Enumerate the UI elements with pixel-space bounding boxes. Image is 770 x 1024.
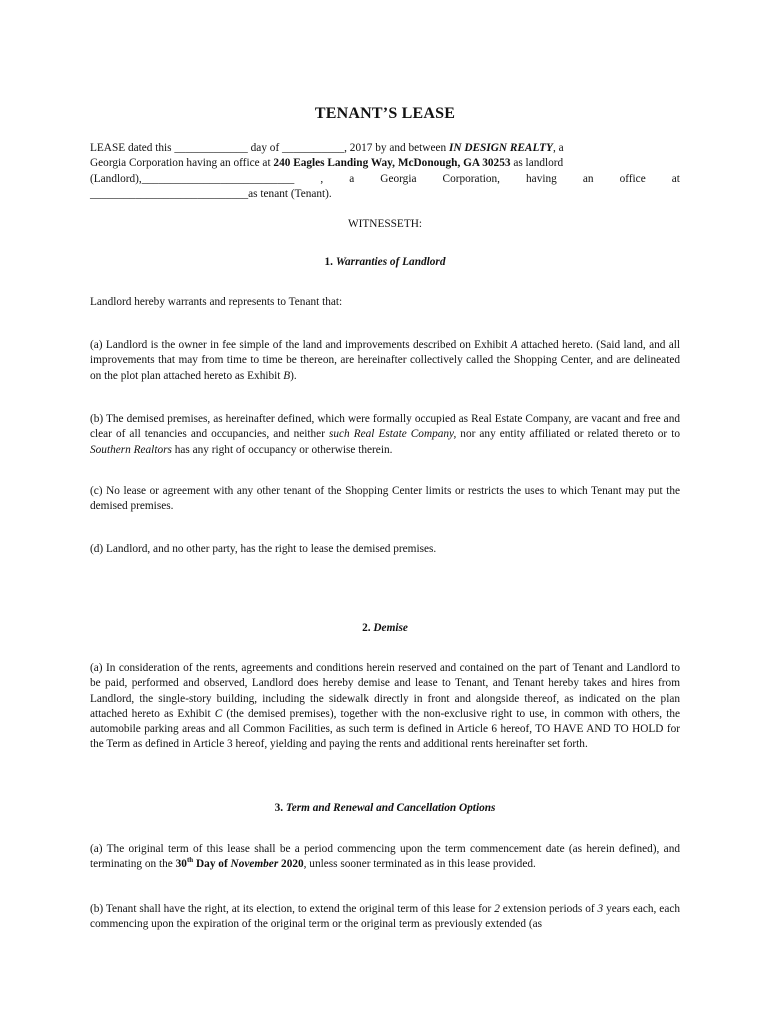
intro-line-3: (Landlord),___________________________ , a Georgia Corporation, having an office at (90, 172, 680, 185)
intro-paragraph (90, 141, 680, 202)
witnesseth-heading: WITNESSETH: (347, 218, 423, 230)
section-1-clause-d: (d) Landlord, and no other party, has the right to lease the demised premises. (90, 543, 437, 555)
section-2-heading: 2. Demise (362, 622, 408, 634)
section-1-clause-a: (a) Landlord is the owner in fee simple of the land and improvements described on Exhibit A attached hereto. (Said land, and all improvements that may from time to time be thereon, are hereinafter collectively called the Shopping Center, and are delineated on the plot plan attached hereto as Exhibit B). (90, 339, 680, 382)
section-1-clause-c: (c) No lease or agreement with any other tenant of the Shopping Center limits or restricts the uses to which Tenant may put the demised premises. (90, 485, 680, 513)
section-3-clause-b: (b) Tenant shall have the right, at its election, to extend the original term of this lease for 2 extension periods of 3 years each, each commencing upon the expiration of the original term or the original term as previously extended (as (90, 903, 680, 931)
section-3-clause-a: (a) The original term of this lease shall be a period commencing upon the term commencement date (as herein defined), and terminating on the 30th Day of November 2020, unless sooner terminated as in this lease provided. (90, 843, 680, 871)
intro-line-2: Georgia Corporation having an office at 240 Eagles Landing Way, McDonough, GA 30253 as landlord (90, 157, 564, 170)
intro-line-4: ____________________________as tenant (Tenant). (90, 187, 332, 200)
section-1-clause-b: (b) The demised premises, as hereinafter defined, which were formally occupied as Real Estate Company, are vacant and free and clear of all tenancies and occupancies, and neither such Real Estate Company, nor any entity affiliated or related thereto or to Southern Realtors has any right of occupancy or otherwise therein. (90, 413, 680, 456)
landlord-address: 240 Eagles Landing Way, McDonough, GA 30253 (273, 157, 511, 170)
document-title: TENANT’S LEASE (314, 105, 456, 122)
landlord-name: IN DESIGN REALTY (448, 142, 553, 154)
intro-line-1: LEASE dated this _____________ day of ___________, 2017 by and between IN DESIGN REALTY, a (90, 142, 564, 154)
section-1-lead: Landlord hereby warrants and represents to Tenant that: (90, 296, 343, 308)
section-2-clause-a: (a) In consideration of the rents, agreements and conditions herein reserved and contained on the part of Tenant and Landlord to be paid, performed and observed, Landlord does hereby demise and lease to Tenant, and Tenant hereby takes and hires from Landlord, the single-story building, including the sidewalk directly in front and alongside thereof, as indicated on the plan attached hereto as Exhibit C (the demised premises), together with the non-exclusive right to use, in common with others, the automobile parking areas and all Common Facilities, as such term is defined in Article 6 hereof, TO HAVE AND TO HOLD for the Term as defined in Article 3 hereof, yielding and paying the rents and additional rents hereinafter set forth. (90, 662, 680, 751)
section-1-heading: 1. Warranties of Landlord (324, 256, 446, 268)
section-3-heading: 3. Term and Renewal and Cancellation Options (274, 802, 496, 814)
